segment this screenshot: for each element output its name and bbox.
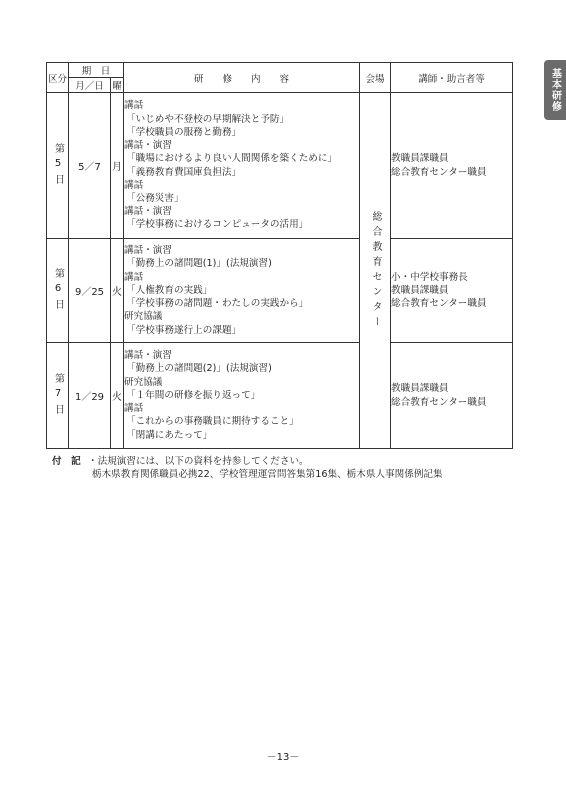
content-line: 講話 (124, 179, 144, 191)
content-line: 講話・演習 (124, 350, 172, 362)
content-line: 研究協議 (124, 311, 163, 323)
day-label: 第6日 (52, 267, 64, 314)
instructor-line: 総合教育センター職員 (391, 166, 487, 178)
content-cell (124, 239, 360, 343)
header-content: 研 修 内 容 (124, 63, 360, 93)
date-cell: 1／29 (69, 343, 111, 449)
content-line: 講話・演習 (124, 206, 172, 218)
content-line: 講話 (124, 100, 144, 112)
content-line: 「公務災害」 (126, 192, 184, 204)
header-kijitsu: 期 日 (69, 63, 124, 78)
venue-cell (360, 93, 391, 449)
venue-name: 総合教育センター (370, 210, 382, 331)
weekday-cell: 火 (111, 343, 124, 449)
content-line: 「１年間の研修を振り返って」 (126, 389, 261, 401)
table-row (47, 343, 513, 449)
content-line: 「義務教育費国庫負担法」 (126, 166, 242, 178)
schedule-table (46, 62, 513, 449)
content-line: 講話・演習 (124, 245, 172, 257)
instructor-line: 教職員課職員 (391, 153, 449, 165)
content-cell (124, 343, 360, 449)
table-row (47, 93, 513, 239)
header-instructor: 講師・助言者等 (391, 63, 513, 93)
instructor-line: 小・中学校事務長 (391, 271, 468, 283)
content-line: 研究協議 (124, 376, 163, 388)
content-line: 講話 (124, 403, 144, 415)
header-kubun: 区分 (47, 63, 69, 93)
instructor-line: 教職員課職員 (391, 383, 449, 395)
day-label: 第7日 (52, 372, 64, 419)
content-line: 「人権教育の実践」 (126, 284, 213, 296)
day-label: 第5日 (52, 142, 64, 189)
instructor-line: 総合教育センター職員 (391, 396, 487, 408)
footnote-label: 付 記 (52, 456, 81, 467)
date-cell: 5／7 (69, 93, 111, 239)
table-row (47, 239, 513, 343)
weekday-cell: 火 (111, 239, 124, 343)
header-venue: 会場 (360, 63, 391, 93)
instructor-line: 教職員課職員 (391, 284, 449, 296)
content-line: 「職場におけるより良い人間関係を築くために」 (126, 153, 338, 165)
content-line: 「閉講にあたって」 (126, 429, 213, 441)
footnote-line: 栃木県教育関係職員必携22、学校管理運営問答集第16集、栃木県人事関係例記集 (92, 469, 443, 480)
instructor-line: 総合教育センター職員 (391, 298, 487, 310)
footnote (52, 455, 443, 481)
page-number: －13－ (266, 752, 300, 763)
instructor-cell (391, 343, 513, 449)
instructor-cell (391, 93, 513, 239)
content-line: 「勤務上の諸問題(2)」(法規演習) (126, 363, 272, 375)
content-line: 「学校事務遂行上の課題」 (126, 324, 242, 336)
date-cell: 9／25 (69, 239, 111, 343)
content-line: 講話・演習 (124, 140, 172, 152)
instructor-cell (391, 239, 513, 343)
content-line: 「学校職員の服務と勤務」 (126, 126, 242, 138)
content-cell (124, 93, 360, 239)
content-line: 「学校事務の諸問題・わたしの実践から」 (126, 298, 309, 310)
footnote-line: ・法規演習には、以下の資料を持参してください。 (88, 456, 309, 467)
header-dow: 曜 (111, 78, 124, 93)
content-line: 「勤務上の諸問題(1)」(法規演習) (126, 258, 272, 270)
content-line: 「これからの事務職員に期待すること」 (126, 416, 299, 428)
content-line: 「学校事務におけるコンピュータの活用」 (126, 219, 309, 231)
content-line: 「いじめや不登校の早期解決と予防」 (126, 113, 290, 125)
content-line: 講話 (124, 271, 144, 283)
section-tab[interactable]: 基本研修 (544, 60, 566, 120)
weekday-cell: 月 (111, 93, 124, 239)
header-month-day: 月／日 (69, 78, 111, 93)
